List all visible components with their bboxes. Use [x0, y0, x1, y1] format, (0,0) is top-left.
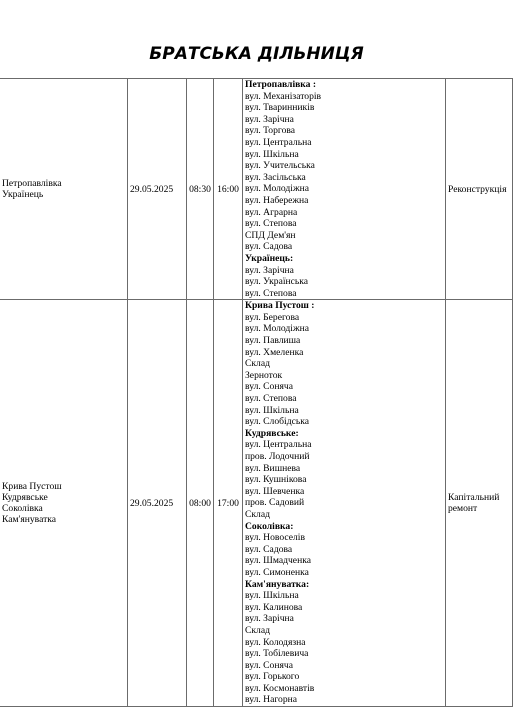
street-item: Склад	[245, 624, 270, 636]
street-item: вул. Зарічна	[245, 264, 294, 276]
street-item: вул. Центральна	[245, 136, 312, 148]
street-item: вул. Молодіжна	[245, 323, 309, 335]
start-time-cell: 08:30	[187, 79, 214, 300]
street-item: вул. Шевченка	[245, 485, 305, 497]
table-body	[0, 79, 513, 707]
street-item: пров. Садовий	[245, 497, 305, 509]
street-item: вул. Новоселів	[245, 532, 306, 544]
settlements-cell	[0, 79, 128, 300]
street-item: СПД Дем'ян	[245, 229, 296, 241]
street-item: вул. Молодіжна	[245, 183, 309, 195]
end-time-cell: 17:00	[214, 300, 243, 707]
street-item: вул. Тобілевича	[245, 648, 309, 660]
streets-cell	[243, 79, 446, 300]
street-item: вул. Степова	[245, 218, 297, 230]
street-item: вул. Симоненка	[245, 566, 309, 578]
street-item: вул. Космонавтів	[245, 682, 315, 694]
table-row	[0, 300, 513, 707]
street-item: вул. Аграрна	[245, 206, 298, 218]
street-item: вул. Тваринників	[245, 102, 315, 114]
street-item: вул. Шкільна	[245, 148, 299, 160]
work-type-cell	[446, 300, 513, 707]
street-item: вул. Механізаторів	[245, 90, 322, 102]
street-item: вул. Соняча	[245, 659, 293, 671]
settlement-heading: Кудрявське:	[245, 427, 299, 439]
street-item: Зерноток	[245, 369, 283, 381]
street-item: вул. Берегова	[245, 311, 300, 323]
street-item: вул. Шкільна	[245, 590, 299, 602]
end-time-cell: 16:00	[214, 79, 243, 300]
street-item: вул. Шкільна	[245, 404, 299, 416]
settlement-name: Кудрявське	[2, 492, 48, 504]
street-item: вул. Набережна	[245, 194, 309, 206]
street-item: вул. Вишнева	[245, 462, 301, 474]
street-item: вул. Павлиша	[245, 335, 301, 347]
date-cell: 29.05.2025	[128, 300, 187, 707]
settlement-name: Крива Пустош	[2, 481, 62, 493]
settlement-heading: Петропавлівка :	[245, 79, 317, 90]
street-item: вул. Учительська	[245, 160, 315, 172]
street-item: вул. Зарічна	[245, 613, 294, 625]
date-cell: 29.05.2025	[128, 79, 187, 300]
settlement-name: Соколівка	[2, 503, 43, 515]
street-item: вул. Торгова	[245, 125, 296, 137]
settlement-name: Петропавлівка	[2, 178, 62, 190]
street-item: вул. Нагорна	[245, 694, 298, 706]
street-item: вул. Шмадченка	[245, 555, 311, 567]
street-item: вул. Хмеленка	[245, 346, 304, 358]
street-item: вул. Садова	[245, 543, 293, 555]
street-item: вул. Колодязна	[245, 636, 306, 648]
outage-schedule-table	[0, 78, 513, 707]
street-item: пров. Лодочний	[245, 451, 310, 462]
work-type-text: Реконструкція	[448, 183, 507, 195]
street-item: вул. Степова	[245, 287, 297, 299]
table-row	[0, 79, 513, 300]
street-item: вул. Горького	[245, 671, 300, 683]
street-item: вул. Центральна	[245, 439, 312, 451]
street-item: вул. Кушнікова	[245, 474, 307, 486]
street-item: вул. Калинова	[245, 601, 303, 613]
settlement-heading: Крива Пустош :	[245, 300, 315, 312]
work-type-cell	[446, 79, 513, 300]
page-title: БРАТСЬКА ДІЛЬНИЦЯ	[149, 44, 364, 64]
street-item: вул. Степова	[245, 393, 297, 405]
street-item: Склад	[245, 358, 270, 370]
streets-cell	[243, 300, 446, 707]
work-type-text: Капітальний ремонт	[448, 492, 500, 515]
start-time-cell: 08:00	[187, 300, 214, 707]
street-item: вул. Засільська	[245, 171, 306, 183]
street-item: Склад	[245, 508, 270, 520]
settlements-cell	[0, 300, 128, 707]
settlement-name: Кам'януватка	[2, 514, 57, 526]
settlement-heading: Кам'януватка:	[245, 578, 310, 590]
street-item: вул. Слобідська	[245, 416, 309, 428]
street-item: вул. Соняча	[245, 381, 293, 393]
street-item: вул. Садова	[245, 241, 293, 253]
settlement-heading: Українець:	[245, 252, 294, 264]
street-item: вул. Зарічна	[245, 113, 294, 125]
settlement-heading: Соколівка:	[245, 520, 294, 532]
street-item: вул. Українська	[245, 276, 309, 288]
settlement-name: Українець	[2, 189, 44, 201]
